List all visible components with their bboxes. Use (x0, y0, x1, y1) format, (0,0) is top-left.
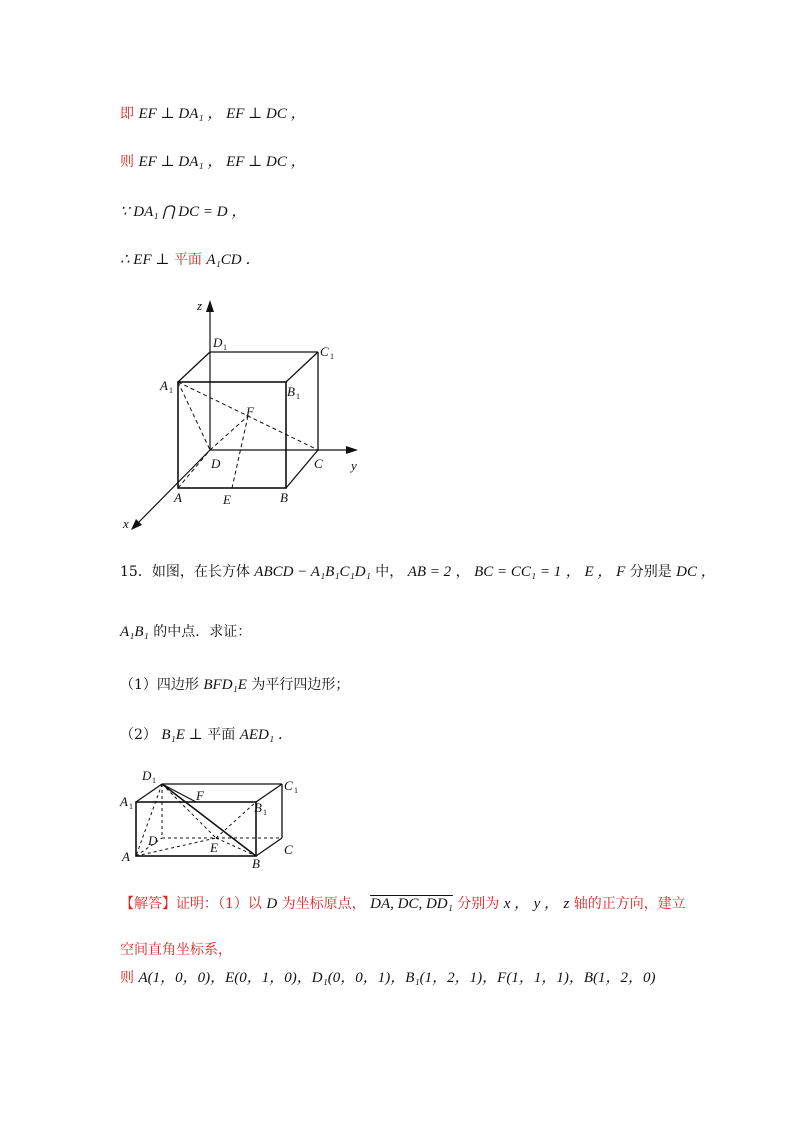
proof-line-4 (120, 250, 260, 270)
label2-B: B (252, 856, 260, 871)
problem15-stem-c: 分别是 (629, 564, 672, 580)
proof-line-1 (120, 104, 306, 124)
label2-A1: A (120, 794, 128, 809)
problem15-line-1 (120, 562, 716, 582)
line2-math: EF ⊥ DA₁ ， EF ⊥ DC ， (138, 154, 306, 170)
cuboid-figure (112, 766, 302, 876)
problem15-q1 (120, 675, 349, 695)
label2-E: E (210, 840, 218, 855)
answer-line-3 (120, 968, 655, 988)
label-A: A (174, 490, 182, 505)
q2-text: 平面 (207, 727, 236, 743)
q1-num: （1）四边形 (120, 677, 199, 693)
answer-x: x ， (503, 896, 530, 912)
problem15-bc: BC = CC₁ = 1 (474, 564, 562, 580)
problem15-dc: DC ， (676, 564, 716, 580)
answer-coords: A(1，0，0)，E(0，1，0)，D₁(0，0，1)，B₁(1，2，1)，F(1，1，1)，B(1，2，0) (138, 970, 656, 986)
label2-C: C (284, 842, 293, 857)
problem15-stem-d: 的中点．求证： (153, 624, 252, 640)
label2-D1: D (142, 768, 152, 783)
line4-text: 平面 (173, 252, 202, 268)
label2-A: A (122, 849, 130, 864)
answer-t5: 空间直角坐标系， (120, 942, 232, 958)
label2-D: D (148, 833, 158, 848)
q2-num: （2） (120, 727, 157, 743)
label2-C1: C (284, 778, 293, 793)
answer-tag: 【解答】 (120, 895, 176, 911)
answer-t2: 为坐标原点， (281, 896, 366, 912)
label-B1-sub: 1 (296, 392, 300, 401)
answer-t6: 则 (120, 970, 134, 986)
line4-prefix: ∴ EF ⊥ (120, 252, 170, 268)
label-y: y (351, 458, 357, 473)
label-C1: C (320, 344, 329, 359)
label2-F: F (196, 788, 204, 803)
label-C1-sub: 1 (330, 352, 334, 361)
proof-line-3 (120, 202, 246, 222)
problem15-a1b1: A₁B₁ (120, 624, 149, 640)
answer-line-2 (120, 940, 232, 960)
label-z: z (197, 298, 203, 313)
answer-line-1 (120, 893, 686, 914)
label-D1: D (213, 335, 223, 350)
q1-text: 为平行四边形； (251, 677, 350, 693)
answer-y: y ， (533, 896, 560, 912)
label2-D1-sub: 1 (152, 776, 156, 785)
label2-C1-sub: 1 (294, 786, 298, 795)
label2-B1: B (254, 800, 262, 815)
label-D: D (211, 456, 221, 471)
label-x: x (123, 516, 129, 531)
problem15-comma: ， (455, 564, 470, 580)
line3-math: ∵ DA₁ ⋂ DC = D ， (120, 204, 247, 220)
label-A1-sub: 1 (169, 386, 173, 395)
label-D1-sub: 1 (223, 343, 227, 352)
label-B1: B (287, 384, 295, 399)
problem15-q2 (120, 725, 293, 745)
line1-prefix: 即 (120, 106, 134, 122)
label-F: F (246, 404, 254, 419)
q2-math: B₁E ⊥ (161, 727, 203, 743)
line1-math: EF ⊥ DA₁ ， EF ⊥ DC ， (138, 106, 306, 122)
cube-figure (115, 290, 375, 540)
answer-vecs: DA, DC, DD₁ (370, 896, 453, 912)
line4-math: A₁CD ． (206, 252, 261, 268)
q2-plane: AED₁ ． (239, 727, 293, 743)
line2-prefix: 则 (120, 154, 134, 170)
answer-t1: 证明：（1）以 (176, 896, 262, 912)
label2-B1-sub: 1 (263, 808, 267, 817)
problem15-stem-a: 15．如图，在长方体 (120, 564, 250, 580)
label-A1: A (160, 378, 168, 393)
problem15-ab: AB = 2 (407, 564, 452, 580)
answer-z: z (563, 896, 570, 912)
q1-quad: BFD₁E (203, 677, 247, 693)
problem15-ef: ， E ， F (565, 564, 626, 580)
answer-t3: 分别为 (457, 896, 500, 912)
answer-t4: 轴的正方向，建立 (573, 896, 686, 912)
problem15-stem-b: 中， (375, 564, 404, 580)
label2-A1-sub: 1 (129, 802, 133, 811)
label-B: B (280, 490, 288, 505)
answer-d: D (266, 896, 278, 912)
label-C: C (314, 456, 323, 471)
problem15-line-2 (120, 622, 251, 642)
proof-line-2 (120, 152, 306, 172)
label-E: E (223, 492, 231, 507)
problem15-solid: ABCD − A₁B₁C₁D₁ (254, 564, 371, 580)
